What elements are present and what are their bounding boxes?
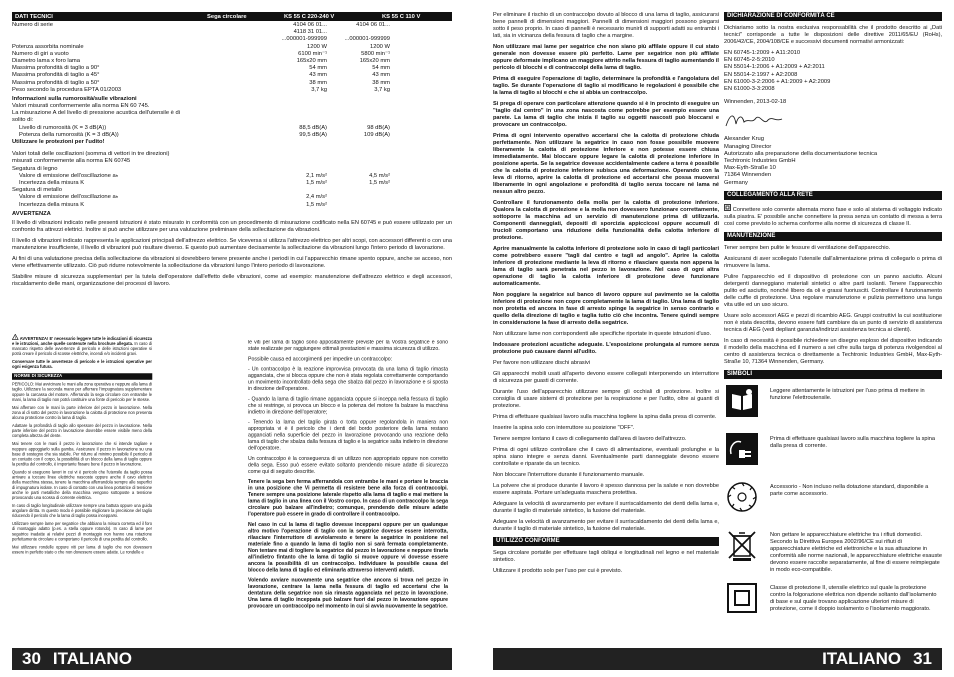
spec-row	[12, 173, 452, 180]
section-maintenance: MANUTENZIONE	[724, 232, 942, 241]
symbol-item	[724, 383, 942, 425]
spec-value-1: 165x20 mm	[296, 57, 327, 64]
spec-label: Valore di emissione dell'oscillazione aₕ	[19, 172, 119, 179]
kickback-paragraph: Possibile causa ed accorgimenti per impedire un contraccolpo:	[248, 356, 393, 363]
noise-line: solito di:	[12, 117, 34, 124]
spec-label: Livello di rumorosità (K = 3 dB(A))	[19, 124, 107, 131]
spec-value-2: 98 dB(A)	[367, 124, 390, 131]
spec-row	[12, 132, 452, 139]
spec-value-2: 109 dB(A)	[363, 131, 390, 138]
signer-block	[724, 136, 942, 186]
spec-value-2: 3,7 kg	[374, 86, 390, 93]
spec-header-title: DATI TECNICI	[15, 13, 53, 20]
safety-paragraph: Non poggiare la segatrice sul banco di lavoro oppure sul pavimento se la calotta inferiore di protezione non copre completamente la lama di taglio. Una lama di taglio non protetta ed ancora in fase di arresto spinge la segatrice in senso contrario e quello della direzione di taglio e taglia tutto ciò che incontra. Tenere quindi sempre in considerazione la fase di arresto della segatrice.	[493, 292, 719, 326]
spec-row	[12, 72, 452, 79]
safety-paragraph: Durante l'uso dell'apparecchio utilizzare sempre gli occhiali di protezione. Inoltre si consiglia di usare sistemi di protezione per la respirazione e per l'udito, oltre ai guanti di protezione.	[493, 389, 719, 409]
spec-header-model1: KS 55 C 220-240 V	[284, 13, 335, 20]
spec-header-product: Sega circolare	[207, 13, 247, 20]
avvertenza-title: AVVERTENZA	[12, 210, 51, 217]
left-column-2	[248, 340, 448, 614]
kickback-paragraph: Volendo avviare nuovamente una segatrice che ancora si trova nel pezzo in lavorazione, centrare la lama nella fessura di taglio ed accertarsi che la dentatura della segatrice non sia rimasta agganciata nel pezzo in lavorazione. Una lama di taglio inceppata può balzare fuori dal pezzo in lavorazione oppure provocare un contraccolpo nel momento in cui si avvia nuovamente la segatrice.	[248, 577, 448, 610]
spec-value-1: 1200 W	[307, 43, 327, 50]
symbol-text: Prima di effettuare qualsiasi lavoro sulla macchina togliere la spina dalla presa di corrente.	[770, 435, 935, 449]
safety-paragraph: Mai afferrare con le mani la parte inferiore del pezzo in lavorazione. Nella zona al di sotto del pezzo in lavorazione la calotta di protezione non presenta alcuna protezione contro la lama di taglio.	[12, 405, 152, 421]
signer-line: Techtronic Industries GmbH	[724, 158, 796, 165]
vib-metal-label: Segatura di metallo	[12, 187, 62, 194]
connection-body: Connettere solo corrente alternata mono fase e solo al sistema di voltaggio indicato sulla piastra. E' possibile anche connettere la presa senza un contatto di messa a terra così come previsto lo schema conforme alla norme di sicurezza di classe II.	[724, 206, 943, 227]
standard-item: EN 60745-2-5:2010	[724, 57, 775, 64]
spec-row	[12, 58, 452, 65]
safety-paragraph: Prima di ogni utilizzo controllare che il cavo di alimentazione, eventuali prolunghe e la spina siano integre e senza danni. Eventualmente parti danneggiate devono essere controllate e riparate da un tecnico.	[493, 447, 719, 467]
spec-value-2: 1,5 m/s²	[369, 180, 390, 187]
spec-value-1: 88,5 dB(A)	[299, 124, 327, 131]
symbol-text: Leggere attentamente le istruzioni per l'uso prima di mettere in funzione l'elettroutensile.	[770, 387, 925, 401]
vib-intro: misurati conformemente alla norma EN 60745	[12, 158, 131, 165]
spec-label: Numero di serie	[12, 22, 53, 28]
spec-row	[12, 29, 452, 36]
spec-row	[12, 202, 452, 209]
standard-item: EN 55014-2:1997 + A2:2008	[724, 71, 798, 78]
language-left: ITALIANO	[52, 649, 132, 668]
spec-row	[12, 87, 452, 94]
symbol-text: Non gettare le apparecchiature elettriche tra i rifiuti domestici. Secondo la Direttiva Europea 2002/96/CE sui rifiuti di apparecchiature elettriche ed elettroniche e la sua attuazione in conformità alle norme nazionali, le apparecchiature elettriche esauste devono essere raccolte separatamente, al fine di essere reimpiegate in modo eco-compatibile.	[770, 531, 942, 573]
signer-line: Autorizzato alla preparazione della documentazione tecnica	[724, 150, 878, 157]
kickback-paragraph: Nel caso in cui la lama di taglio dovesse incepparsi oppure per un qualunque altro motivo l'operazione di taglio con la segatrice dovesse essere interrotta, rilasciare l'interruttore di avvio/arresto e tenere la segatrice in posizione nel materiale fino a quando la lama di taglio non si sarà fermata completamente. Non tentare mai di togliere la segatrice dal pezzo in lavorazione e neppure tirarla all'indietro fintanto che la lama di taglio si muove oppure vi dovesse essere ancora la possibilità di un contraccolpo. Individuare la possibile causa del blocco della lama di taglio ed eliminarla attraverso interventi adatti.	[248, 522, 448, 574]
spec-value-1: 99,5 dB(A)	[299, 131, 327, 138]
safety-paragraph: Per favore non utilizzare dischi abrasivi	[493, 360, 591, 366]
spec-label: Valore di emissione dell'oscillazione aₕ	[19, 194, 119, 201]
symbol-item	[724, 479, 942, 521]
safety-paragraph: Controllare il funzionamento della molla per la calotta di protezione inferiore. Qualora la calotta di protezione e la molla non dovessero funzionare correttamente, sottoporre la macchina ad un servizio di manutenzione prima di utilizzarla. Componenti danneggiati, depositi di sporcizia appiccicosi oppure accumuli di trucioli comportano una riduzione della funzionalità della calotta inferiore di protezione.	[493, 200, 719, 241]
safety-paragraphs	[12, 383, 152, 556]
spec-value-1: 6100 min⁻¹	[298, 50, 327, 57]
keep-instructions: Conservare tutte le avvertenze di pericolo e le istruzioni operative per ogni esigenza futura.	[12, 360, 152, 370]
safety-paragraph: Non utilizzare mai lame per segatrice che non siano più affilate oppure il cui stato generale non dovesse essere più perfetto. Lame per segatrice non più affilate oppure deformate implicano un maggiore attrito nella fessura di taglio aumentando il pericolo di blocchi e di contraccolpi della lama di taglio.	[493, 44, 719, 71]
spec-value-1: 1,5 m/s²	[306, 201, 327, 208]
usage-text: Utilizzare il prodotto solo per l'uso per cui è previsto.	[493, 568, 623, 574]
avvertenza-paragraph: Ai fini di una valutazione precisa della sollecitazione da vibrazioni si dovrebbero tenere presente anche i periodi in cui l'apparecchio rimane spento oppure, anche se acceso, non viene effettivamente utilizzato. Ciò può ridurre notevolmente la sollecitazione da vibrazioni lungo l'intero periodo di lavorazione.	[12, 256, 452, 270]
maintenance-paragraph: Tener sempre ben pulite le fessure di ventilazione dell'apparecchio.	[724, 244, 891, 251]
section-declaration: DICHIARAZIONE DI CONFORMITÀ CE	[724, 12, 942, 21]
safety-paragraph: Per eliminare il rischio di un contraccolpo dovuto al blocco di una lama di taglio, assicurarsi bene pannelli di dimensioni maggiori. Pannelli di dimensioni maggiori possono piegarsi sotto il peso proprio. In caso di pannelli è necessario munirli di supporti adatti su entrambi i lati, sia in vicinanza della fessura di taglio che a margine.	[493, 12, 719, 39]
signer-line: Alexander Krug	[724, 136, 764, 143]
spec-label: Incertezza della misura K	[19, 201, 85, 208]
safety-paragraph: Gli apparecchi mobili usati all'aperto devono essere collegati interponendo un interruttore di sicurezza per guasti di corrente.	[493, 371, 719, 384]
section-connection: COLLEGAMENTO ALLA RETE	[724, 191, 942, 200]
spec-row	[12, 80, 452, 87]
avvertenza-paragraph: Il livello di vibrazioni indicato rappresenta le applicazioni principali dell'attrezzo elettrico. Se viceversa si utilizza l'attrezzo elettrico per altri scopi, con accessori differenti o con una manutenzione insufficiente, il livello di vibrazioni può risultare diverso. E questo può aumentare decisamente la sollecitazione da vibrazioni lungo l'intero periodo di lavorazione.	[12, 238, 452, 252]
signer-line: Managing Director	[724, 143, 772, 150]
spec-label: Massima profondità di taglio a 50°	[12, 79, 100, 86]
footer-right	[493, 648, 942, 670]
vib-intro: Valori totali delle oscillazioni (somma di vettori in tre direzioni)	[12, 151, 170, 158]
signer-line: Germany	[724, 179, 748, 186]
right-column-1	[493, 12, 719, 579]
noise-rows	[12, 125, 452, 139]
spec-header	[12, 12, 452, 21]
safety-paragraph: La polvere che si produce durante il lavoro è spesso dannosa per la salute e non dovrebbe essere aspirata. Portare un'adeguata maschera protettiva.	[493, 483, 719, 496]
avvertenza-paragraphs	[12, 220, 452, 288]
section-usage: UTILIZZO CONFORME	[493, 537, 719, 546]
safety-paragraph: In caso di taglio longitudinale utilizzare sempre una battuta oppure una guida angolare diritta. In questo modo è possibile migliorare la precisione del taglio riducendo il pericolo che la lama di taglio possa incepparsi.	[12, 504, 152, 519]
declaration-text: Dichiariamo sotto la nostra esclusiva responsabilità che il prodotto descritto ai „Dati tecnici" corrisponde a tutte le disposizioni delle direttive 2011/65/EU (RoHs), 2006/42/CE, 2004/108/CE e successivi documenti normativi armonizzati:	[724, 25, 942, 45]
spec-value-1: 4118 31 01...	[293, 29, 327, 36]
noise-title: Informazioni sulla rumorosità/sulle vibrazioni	[12, 95, 137, 102]
spec-header-model2: KS 55 C 110 V	[382, 13, 421, 20]
safety-paragraph: Mai utilizzare rondelle oppure viti per lama di taglio che non dovessero essere in perfetto stato o che non dovessero essere adatte. Le rondelle e	[12, 545, 152, 555]
signature	[724, 110, 942, 134]
safety-paragraph: Prima di effettuare qualsiasi lavoro sulla macchina togliere la spina dalla presa di corrente.	[493, 414, 717, 420]
standards-list	[724, 50, 942, 93]
safety-paragraph: Non bloccare l'interruttore durante il funzionamento manuale.	[493, 472, 645, 478]
spec-value-1: 3,7 kg	[311, 86, 327, 93]
spec-value-2: 54 mm	[372, 65, 390, 72]
maintenance-paragraph: Usare solo accessori AEG e pezzi di ricambio AEG. Gruppi costruttivi la cui sostituzione non è stata descritta, devono essere fatti cambiare da un punto di servizio di assistenza tecnica di AEG (vedi depliant garanzia/indirizzi assistenza tecnica ai clienti).	[724, 312, 942, 333]
spec-label: Massima profondità di taglio a 90°	[12, 65, 100, 72]
spec-label: Potenza assorbita nominale	[12, 43, 84, 50]
spec-label: Diametro lama x foro lama	[12, 57, 80, 64]
safety-paragraph: Tenere sempre lontano il cavo di collegamento dall'area di lavoro dell'attrezzo.	[493, 436, 687, 442]
avvertenza-paragraph: Il livello di vibrazioni indicato nelle presenti istruzioni è stato misurato in conformità con un procedimento di misurazione codificato nella EN 60745 e può essere utilizzato per un confronto fra attrezzi elettrici. Inoltre si può anche utilizzare per una valutazione preliminare della sollecitazione da vibrazioni.	[12, 220, 452, 234]
spec-value-2: 38 mm	[372, 79, 390, 86]
standard-item: EN 61000-3-2:2006 + A1:2009 + A2:2009	[724, 78, 831, 85]
safety-paragraph: Prima di eseguire l'operazione di taglio, determinare la profondità e l'angolatura del taglio. Se durante l'operazione di taglio si modificano le regolazioni è possibile che la lama di taglio si blocchi e che si abbia un contraccolpo.	[493, 76, 719, 96]
spec-value-2: 43 mm	[372, 72, 390, 79]
vib-wood-label: Segatura di legno	[12, 165, 58, 172]
spec-value-1: 54 mm	[309, 65, 327, 72]
spec-value-2: 1200 W	[370, 43, 390, 50]
spec-value-2: ...000001-999999	[344, 36, 390, 43]
spec-value-2: 4,5 m/s²	[369, 172, 390, 179]
safety-paragraph: Non utilizzare lame non corrispondenti alle specifiche riportate in queste istruzioni d'uso.	[493, 331, 712, 337]
safety-paragraph: Inserire la spina solo con interruttore su posizione "OFF".	[493, 425, 635, 431]
spec-row	[12, 36, 452, 43]
unplug-icon	[724, 431, 760, 467]
kickback-paragraph: le viti per lama di taglio sono appositamente previste per la Vostra segatrice e sono state realizzate per raggiungere ottimali prestazioni e massima sicurezza di utilizzo.	[248, 340, 448, 353]
spec-rows	[12, 22, 452, 94]
safety-paragraph: Si prega di operare con particolare attenzione quando si è in procinto di eseguire un "taglio dal centro" in una zona nascosta come potrebbe per esempio essere una parete. La lama di taglio che inizia il taglio su oggetti nascosti può bloccarsi e provocare un contraccolpo.	[493, 101, 719, 128]
spec-row	[12, 51, 452, 58]
safety-paragraph: PERICOLO: Mai avvicinare le mani alla zona operativa e neppure alla lama di taglio. Utilizzare la seconda mano per afferrare l'impugnatura supplementare oppure la carcassa del motore. Afferrando la sega circolare con entrambe le mani, la lama di taglio non potrà costituire una fonte di pericolo per le stesse.	[12, 382, 152, 403]
symbol-item	[724, 527, 942, 574]
spec-table	[12, 12, 452, 292]
symbol-text: Accessorio - Non incluso nella dotazione standard, disponibile a parte come accessorio.	[770, 483, 929, 497]
spec-label: Massima profondità di taglio a 45°	[12, 72, 100, 79]
place-date: Winnenden, 2013-02-18	[724, 99, 787, 106]
symbol-text: Classe di protezione II, utensile elettrico sul quale la protezione contro la folgorazione elettrica non dipende soltanto dall'isolamento di base e sul quale trovano applicazione ulteriori misure di protezione, come il doppio isolamento o l'isolamento maggiorato.	[770, 584, 937, 612]
safety-paragraph: Prima di ogni intervento operativo accertarsi che la calotta di protezione chiuda perfettamente. Non utilizzare la segatrice in caso non fosse possibile muovere liberamente la calotta di protezione inferiore e non potesse essere chiusa immediatamente. Mai bloccare oppure legare la calotta di protezione inferiore in posizione aperta. Se la segatrice dovesse accidentalmente cadere a terra è possibile che la calotta di protezione inferiore subisca una deformazione. Operando con la leva di ritorno, aprire la calotta di protezione ed accertarsi che possa muoversi liberamente in ogni angolazione e profondità di taglio senza toccare né lama né nessun altro pezzo.	[493, 133, 719, 195]
spec-value-1: 2,4 m/s²	[306, 194, 327, 201]
spec-value-1: 4104 06 01...	[293, 22, 327, 28]
section-symbols: SIMBOLI	[724, 370, 942, 379]
spec-row	[12, 194, 452, 201]
warning-block	[12, 334, 152, 357]
standard-item: EN 61000-3-3:2008	[724, 86, 775, 93]
symbol-item	[724, 431, 942, 473]
maintenance-paragraph: Assicurarsi di aver scollegato l'utensile dall'alimentazione prima di collegarlo o prima di rimuovere la lama.	[724, 255, 942, 269]
warning-text: In caso di mancato rispetto delle avvertenze di pericolo e delle istruzioni operative si potrà creare il pericolo di scosse elettriche, incendi e/o incidenti gravi.	[12, 341, 152, 357]
safety-paragraph: Adeguare la velocità di avanzamento per evitare il surriscaldamento dei denti della lama e, durante il taglio di materiale sintetico, la fusione del materiale.	[493, 501, 719, 514]
standard-item: EN 55014-1:2006 + A1:2009 + A2:2011	[724, 64, 825, 71]
section-safety: NORME DI SICUREZZA	[12, 373, 152, 380]
spec-value-2: 165x20 mm	[359, 57, 390, 64]
signer-line: 71364 Winnenden	[724, 172, 772, 179]
maintenance-paragraphs	[724, 245, 942, 366]
spec-value-2: 4104 06 01...	[356, 22, 390, 28]
svg-text:!: !	[14, 335, 16, 340]
spec-label: Numero di giri a vuoto	[12, 50, 69, 57]
spec-value-1: 38 mm	[309, 79, 327, 86]
symbols-list	[724, 383, 942, 622]
left-column-1	[12, 334, 152, 559]
safety-paragraph: Utilizzare sempre lame per segatrice che abbiano la misura corretta ed il foro di montaggio adatto (p.es. a stella oppure rotondo). In caso di lame per segatrice inadatte ai relativi pezzi di montaggio non hanno una rotazione perfettamente circolare e comportano il pericolo di una perdita del controllo.	[12, 522, 152, 542]
spec-value-1: 2,1 m/s²	[306, 172, 327, 179]
kickback-paragraph: - Tenendo la lama del taglio girata o torta oppure regolandola in maniera non appropriata vi è il pericolo che i denti del bordo posteriore della lama restano agganciati nella superficie del pezzo in lavorazione provocando una reazione della lama di taglio che sbalza dalla fessura di taglio e la segatrice salta indietro in direzione dell'operatore.	[248, 419, 448, 452]
kickback-paragraph: - Un contraccolpo è la reazione improvvisa provocata da una lama di taglio rimasta agganciata, che si blocca oppure che non è stata regolata correttamente comportando un movimento incontrollato della sega che sbalza dal pezzo in lavorazione e si sposta in direzione dell'operatore.	[248, 366, 448, 393]
signer-line: Max-Eyth-Straße 10	[724, 165, 776, 172]
page-number-right: 31	[913, 649, 932, 668]
avvertenza-paragraph: Stabilire misure di sicurezza supplementari per la tutela dell'operatore dall'effetto delle vibrazioni, come ad esempio: manutenzione dell'attrezzo elettrico e degli accessori, riscaldamento delle mani, organizzazione dei processi di lavoro.	[12, 274, 452, 288]
noise-line: Valori misurati conformemente alla norma EN 60 745.	[12, 103, 150, 110]
kickback-paragraph: - Quando la lama di taglio rimane agganciata oppure si inceppa nella fessura di taglio che si restringe, si provoca un blocco e la potenza del motore fa balzare la macchina indietro in direzione dell'operatore;	[248, 396, 448, 416]
safety-paragraphs-continued	[493, 12, 719, 533]
spec-value-1: ...000001-999999	[281, 36, 327, 43]
spec-row	[12, 65, 452, 72]
vib-metal-rows	[12, 194, 452, 208]
right-column-2	[724, 12, 942, 628]
spec-row	[12, 180, 452, 187]
symbol-item	[724, 580, 942, 622]
safety-paragraph: Quando si eseguono lavori in cui vi è pericolo che l'utensile da taglio possa arrivare a toccare linee elettriche nascoste oppure anche il cavo elettrico della macchina stessa, tenere la macchina afferrandola sempre alle superfici di impugnatura isolate. In caso di contatto con una linea portatrice di tensione anche le parti metalliche della macchina vengono sottoposte a tensione provocando una scossa di corrente elettrica.	[12, 470, 152, 501]
spec-value-2: 5800 min⁻¹	[361, 50, 390, 57]
noise-warning: Utilizzare le protezioni per l'udito!	[12, 139, 105, 146]
maintenance-paragraph: In caso di necessità è possibile richiedere un disegno esploso del dispositivo indicando il modello della macchina ed il numero a sei cifre sulla targa di potenza rivolgendosi al centro di assistenza tecnica o direttamente a Techtronic Industries GmbH, Max-Eyth-Straße 10, 71364 Winnenden, Germany.	[724, 337, 942, 365]
kickback-paragraph: Tenere la sega ben ferma afferrandola con entrambe le mani e portare le braccia in una posizione che Vi permetta di resistere bene alla forza di contraccolpi. Tenere sempre una posizione laterale rispetto alla lama di taglio e mai mettere la lama di taglio in una linea con il Vostro corpo. In caso di un contraccolpo la sega circolare può balzare all'indietro; comunque, prendendo delle misure adatte l'operatore può essere in grado di controllare il contraccolpo.	[248, 479, 448, 518]
spec-row	[12, 22, 452, 29]
warning-bold: AVVERTENZA! E' necessario leggere tutte le indicazioni di sicurezza e le istruzioni, anche quelle contenute nella brochure allegata.	[12, 336, 153, 347]
safety-paragraph: Adeguare la velocità di avanzamento per evitare il surriscaldamento dei denti della lama e, durante il taglio di materiale sintetico, la fusione del materiale.	[493, 519, 719, 532]
kickback-paragraph: Un contraccolpo è la conseguenza di un utilizzo non appropriato oppure non corretto della sega. Esso può essere evitato soltanto prendendo misure adatte di sicurezza come qui di seguito descritte.	[248, 456, 448, 475]
connection-text	[724, 204, 942, 228]
safety-paragraph: Aprire manualmente la calotta inferiore di protezione solo in caso di tagli particolari come potrebbero essere "tagli dal centro e tagli ad angolo". Aprire la calotta inferiore di protezione mediante la leva di ritorno e rilasciare questa non appena la lama di taglio sarà penetrata nel pezzo in lavorazione. Nel caso di ogni altra operazione di taglio la calotta inferiore di protezione deve funzionare automaticamente.	[493, 246, 719, 287]
spec-value-1: 1,5 m/s²	[306, 180, 327, 187]
language-right: ITALIANO	[822, 649, 902, 668]
blade-icon	[724, 479, 760, 515]
warning-triangle-icon	[12, 337, 20, 341]
class2-small-icon	[724, 207, 731, 213]
book-icon	[724, 383, 760, 419]
spec-row	[12, 44, 452, 51]
class2-icon	[724, 580, 760, 616]
spec-value-1: 43 mm	[309, 72, 327, 79]
page-number-left: 30	[22, 649, 41, 668]
footer-left	[12, 648, 452, 670]
spec-label: Peso secondo la procedura EPTA 01/2003	[12, 86, 122, 93]
vib-wood-rows	[12, 173, 452, 187]
spec-label: Incertezza della misura K	[19, 180, 85, 187]
standard-item: EN 60745-1:2009 + A11:2010	[724, 50, 801, 56]
usage-text: Sega circolare portatile per effettuare tagli obliqui e longitudinali nel legno e nel materiale sintetico.	[493, 550, 719, 563]
safety-paragraph: Indossare protezioni acustiche adeguate. L'esposizione prolungata al rumore senza protezione può causare danni all'udito.	[493, 342, 719, 355]
noise-line: La misurazione A del livello di pressione acustica dell'utensile è di	[12, 110, 181, 117]
safety-paragraph: Adattare la profondità di taglio allo spessore del pezzo in lavorazione. Nella parte inferiore del pezzo in lavorazione dovrebbe essere visibile meno della completa altezza del dente.	[12, 424, 152, 439]
spec-row	[12, 125, 452, 132]
maintenance-paragraph: Pulire l'apparecchio ed il dispositivo di protezione con un panno asciutto. Alcuni detergenti danneggiano materiali sintetici o altre parti isolanti. Tenere l'apparecchio pulito ed asciutto, nonché libero da oli e grassi fuoriusciti. Controllare il funzionamento delle cuffie di protezione. Una regolare manutenzione e pulizia permettono una lunga vita utile ed un uso sicuro.	[724, 273, 942, 308]
bin-icon	[724, 527, 760, 563]
kickback-paragraphs	[248, 340, 448, 610]
spec-label: Potenza della rumorosità (K = 3 dB(A))	[19, 131, 119, 138]
safety-paragraph: Mai tenere con le mani il pezzo in lavorazione che si intende tagliare e neppure appoggiarlo sulla gamba. Assicurare il pezzo in lavorazione su una base di sostegno che sia stabile. Per ridurre al minimo possibile il pericolo di un contatto con il corpo, la possibilità di un blocco della lama di taglio oppure la perdita del controllo, è importante fissare bene il pezzo in lavorazione.	[12, 442, 152, 468]
